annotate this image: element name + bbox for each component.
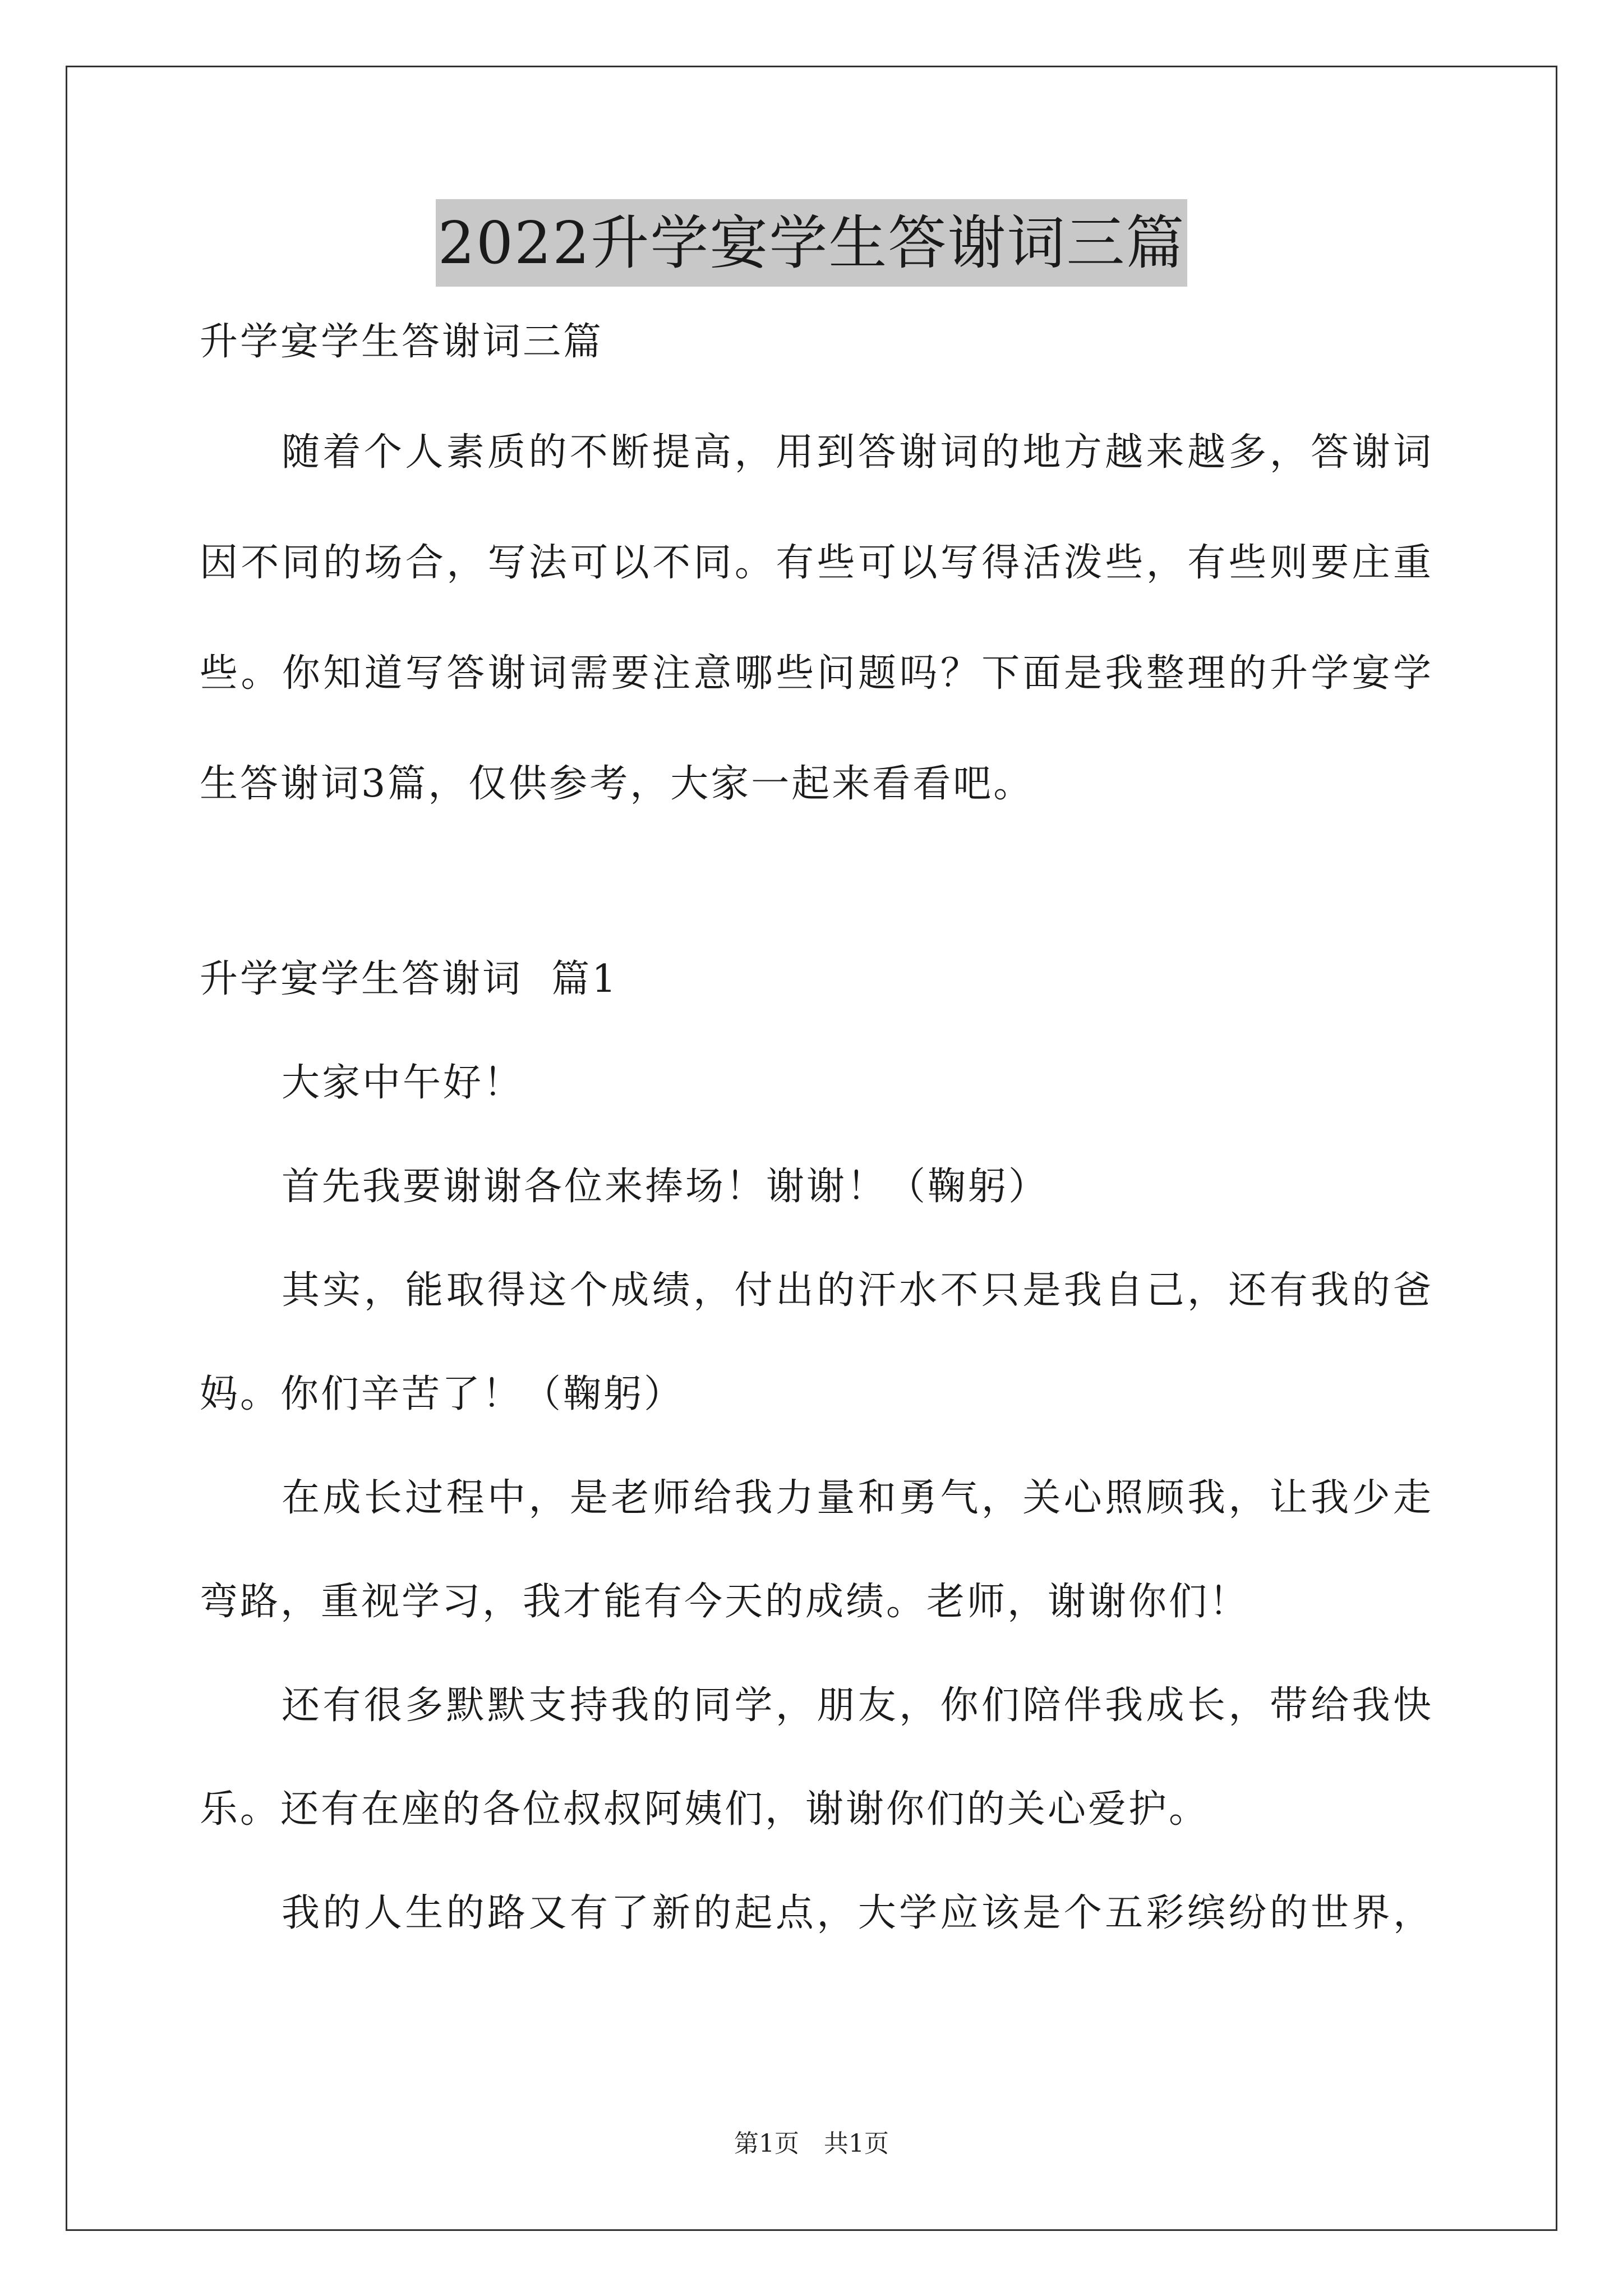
title-wrap (0, 199, 1623, 287)
body-line: 大家中午好！ (282, 1061, 524, 1105)
body-line: 还有很多默默支持我的同学，朋友，你们陪伴我成长，带给我快 (282, 1683, 1433, 1728)
body-line: 首先我要谢谢各位来捧场！谢谢！（鞠躬） (282, 1165, 1049, 1209)
body-line: 其实，能取得这个成绩，付出的汗水不只是我自己，还有我的爸 (282, 1268, 1433, 1313)
body-line: 乐。还有在座的各位叔叔阿姨们，谢谢你们的关心爱护。 (200, 1787, 1210, 1832)
subtitle: 升学宴学生答谢词三篇 (200, 320, 604, 364)
page-footer: 第1页 共1页 (734, 2129, 889, 2158)
body-line: 我的人生的路又有了新的起点，大学应该是个五彩缤纷的世界， (282, 1891, 1433, 1935)
document-title: 2022升学宴学生答谢词三篇 (436, 199, 1188, 287)
intro-line: 因不同的场合，写法可以不同。有些可以写得活泼些，有些则要庄重 (200, 541, 1433, 585)
body-line: 在成长过程中，是老师给我力量和勇气，关心照顾我，让我少走 (282, 1476, 1433, 1520)
intro-line: 些。你知道写答谢词需要注意哪些问题吗？下面是我整理的升学宴学 (200, 651, 1433, 696)
intro-line: 随着个人素质的不断提高，用到答谢词的地方越来越多，答谢词 (282, 430, 1433, 475)
section-heading: 升学宴学生答谢词 篇1 (200, 957, 619, 1001)
body-line: 弯路，重视学习，我才能有今天的成绩。老师，谢谢你们！ (200, 1580, 1250, 1624)
body-line: 妈。你们辛苦了！（鞠躬） (200, 1372, 685, 1416)
intro-line: 生答谢词3篇，仅供参考，大家一起来看看吧。 (200, 762, 1034, 806)
